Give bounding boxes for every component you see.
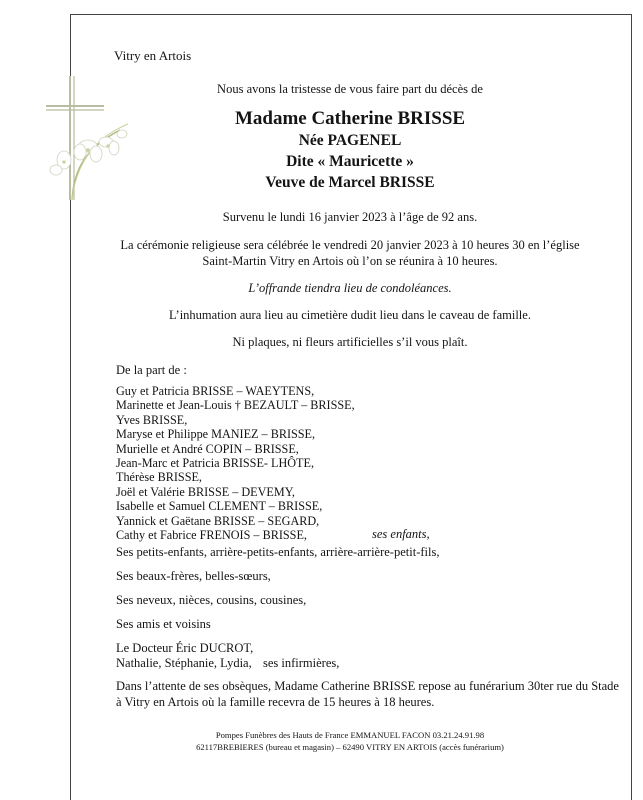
- offering-note: L’offrande tiendra lieu de condoléances.: [248, 281, 452, 295]
- maiden-name: Née PAGENEL: [298, 132, 402, 149]
- list-item: Joël et Valérie BRISSE – DEVEMY,: [116, 484, 295, 499]
- intro-text: Nous avons la tristesse de vous faire part du décès de: [217, 82, 483, 96]
- widow-of: Veuve de Marcel BRISSE: [265, 174, 435, 191]
- list-item: Yannick et Gaëtane BRISSE – SEGARD,: [116, 513, 320, 528]
- death-date: Survenu le lundi 16 janvier 2023 à l’âge de 92 ans.: [222, 210, 478, 224]
- nurses-label: ses infirmières,: [263, 656, 340, 670]
- nurses-names: Nathalie, Stéphanie, Lydia,: [116, 656, 252, 670]
- deceased-name: Madame Catherine BRISSE: [234, 108, 466, 129]
- doctor-line: Le Docteur Éric DUCROT,: [116, 641, 254, 655]
- funeral-home-line-1: Dans l’attente de ses obsèques, Madame Catherine BRISSE repose au funérarium 30ter rue du Stade: [116, 679, 619, 693]
- list-item: Yves BRISSE,: [116, 412, 188, 427]
- list-item: Maryse et Philippe MANIEZ – BRISSE,: [116, 427, 316, 442]
- list-item: Guy et Patricia BRISSE – WAEYTENS,: [116, 384, 315, 398]
- location-header: Vitry en Artois: [114, 48, 192, 63]
- in-laws-line: Ses beaux-frères, belles-sœurs,: [116, 569, 271, 583]
- grandchildren-line: Ses petits-enfants, arrière-petits-enfants, arrière-arrière-petit-fils,: [116, 545, 440, 559]
- nickname: Dite « Mauricette »: [286, 153, 414, 170]
- list-item: Thérèse BRISSE,: [116, 470, 202, 485]
- list-item: Murielle et André COPIN – BRISSE,: [116, 441, 299, 456]
- children-label: ses enfants,: [372, 527, 430, 541]
- from-label: De la part de :: [116, 363, 187, 377]
- list-item: Cathy et Fabrice FRENOIS – BRISSE,: [116, 528, 307, 543]
- burial-note: L’inhumation aura lieu au cimetière dudit lieu dans le caveau de famille.: [169, 308, 531, 322]
- children-list: [116, 384, 355, 542]
- no-flowers-note: Ni plaques, ni fleurs artificielles s’il vous plaît.: [232, 335, 468, 349]
- funeral-home-line-2: à Vitry en Artois où la famille recevra de 15 heures à 18 heures.: [116, 695, 435, 709]
- footer-line-2: 62117BREBIERES (bureau et magasin) – 62490 VITRY EN ARTOIS (accès funérarium): [196, 742, 504, 752]
- ceremony-line-1: La cérémonie religieuse sera célébrée le vendredi 20 janvier 2023 à 10 heures 30 en l’église: [120, 238, 580, 252]
- friends-line: Ses amis et voisins: [116, 617, 211, 631]
- nephews-line: Ses neveux, nièces, cousins, cousines,: [116, 593, 307, 607]
- list-item: Isabelle et Samuel CLEMENT – BRISSE,: [116, 499, 323, 514]
- ceremony-line-2: Saint-Martin Vitry en Artois où l’on se réunira à 10 heures.: [202, 254, 498, 268]
- footer-line-1: Pompes Funèbres des Hauts de France EMMANUEL FACON 03.21.24.91.98: [215, 730, 485, 740]
- list-item: Jean-Marc et Patricia BRISSE- LHÔTE,: [116, 456, 314, 471]
- list-item: Marinette et Jean-Louis † BEZAULT – BRISSE,: [116, 398, 355, 413]
